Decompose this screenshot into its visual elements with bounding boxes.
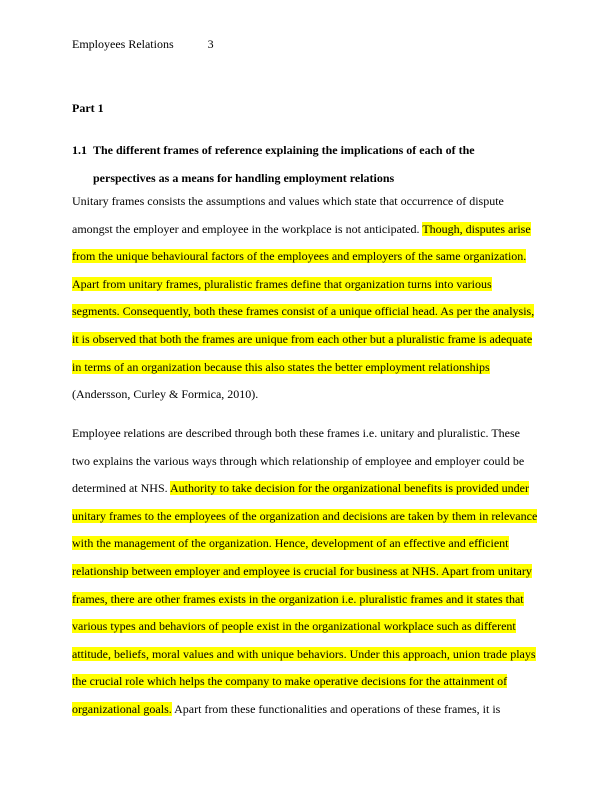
section-title-line-2: perspectives as a means for handling employment relations xyxy=(93,170,395,185)
section-heading xyxy=(72,137,542,192)
highlighted-text: Apart from unitary frames, pluralistic frames define that organization turns into various xyxy=(72,276,492,291)
highlighted-text: frames, there are other frames exists in the organization i.e. pluralistic frames and it states that xyxy=(72,591,524,606)
text-line xyxy=(72,586,542,614)
text-line xyxy=(72,420,542,448)
highlighted-text: it is observed that both the frames are unique from each other but a pluralistic frame is adequate xyxy=(72,331,533,346)
body-text: (Andersson, Curley & Formica, 2010). xyxy=(72,387,259,402)
highlighted-text: relationship between employer and employee is crucial for business at NHS. Apart from unitary xyxy=(72,563,532,578)
highlighted-text: organizational goals. xyxy=(72,701,172,716)
highlighted-text: with the management of the organization. Hence, development of an effective and efficient xyxy=(72,536,509,551)
text-line xyxy=(72,696,542,724)
body-text: two explains the various ways through which relationship of employee and employer could be xyxy=(72,453,525,468)
highlighted-text: from the unique behavioural factors of the employees and employers of the same organization. xyxy=(72,249,527,264)
highlighted-text: the crucial role which helps the company to make operative decisions for the attainment of xyxy=(72,674,508,689)
paragraph-1 xyxy=(72,188,542,409)
highlighted-text: unitary frames to the employees of the organization and decisions are taken by them in relevance xyxy=(72,508,538,523)
text-line xyxy=(72,271,542,299)
text-line xyxy=(72,558,542,586)
page-number: 3 xyxy=(207,37,214,51)
page-header xyxy=(72,36,214,52)
highlighted-text: various types and behaviors of people exist in the organizational workplace such as different xyxy=(72,619,516,634)
text-line xyxy=(72,475,542,503)
text-line xyxy=(72,188,542,216)
body-text: Unitary frames consists the assumptions and values which state that occurrence of dispute xyxy=(72,194,504,208)
part-title: Part 1 xyxy=(72,101,104,115)
highlighted-text: segments. Consequently, both these frames consist of a unique official head. As per the analysis, xyxy=(72,304,535,319)
text-line xyxy=(72,530,542,558)
text-line xyxy=(72,326,542,354)
text-line xyxy=(72,354,542,382)
text-line xyxy=(72,668,542,696)
highlighted-text: attitude, beliefs, moral values and with unique behaviors. Under this approach, union trade plays xyxy=(72,646,536,661)
highlighted-text: in terms of an organization because this also states the better employment relationships xyxy=(72,359,490,374)
running-title: Employees Relations xyxy=(72,37,174,51)
text-line xyxy=(72,448,542,476)
highlighted-text: Authority to take decision for the organizational benefits is provided under xyxy=(169,481,529,496)
text-line xyxy=(72,298,542,326)
text-line xyxy=(72,381,542,409)
section-title-line-1: The different frames of reference explaining the implications of each of the xyxy=(93,143,475,157)
paragraph-2 xyxy=(72,420,542,724)
body-text: amongst the employer and employee in the workplace is not anticipated. xyxy=(72,221,423,236)
text-line xyxy=(72,503,542,531)
body-text: determined at NHS. xyxy=(72,481,170,496)
text-line xyxy=(72,243,542,271)
body-text: Employee relations are described through both these frames i.e. unitary and pluralistic. These xyxy=(72,426,520,440)
section-number: 1.1 xyxy=(72,143,87,157)
text-line xyxy=(72,216,542,244)
text-line xyxy=(72,641,542,669)
highlighted-text: Though, disputes arise xyxy=(422,221,531,236)
text-line xyxy=(72,613,542,641)
body-text: Apart from these functionalities and operations of these frames, it is xyxy=(171,701,501,716)
